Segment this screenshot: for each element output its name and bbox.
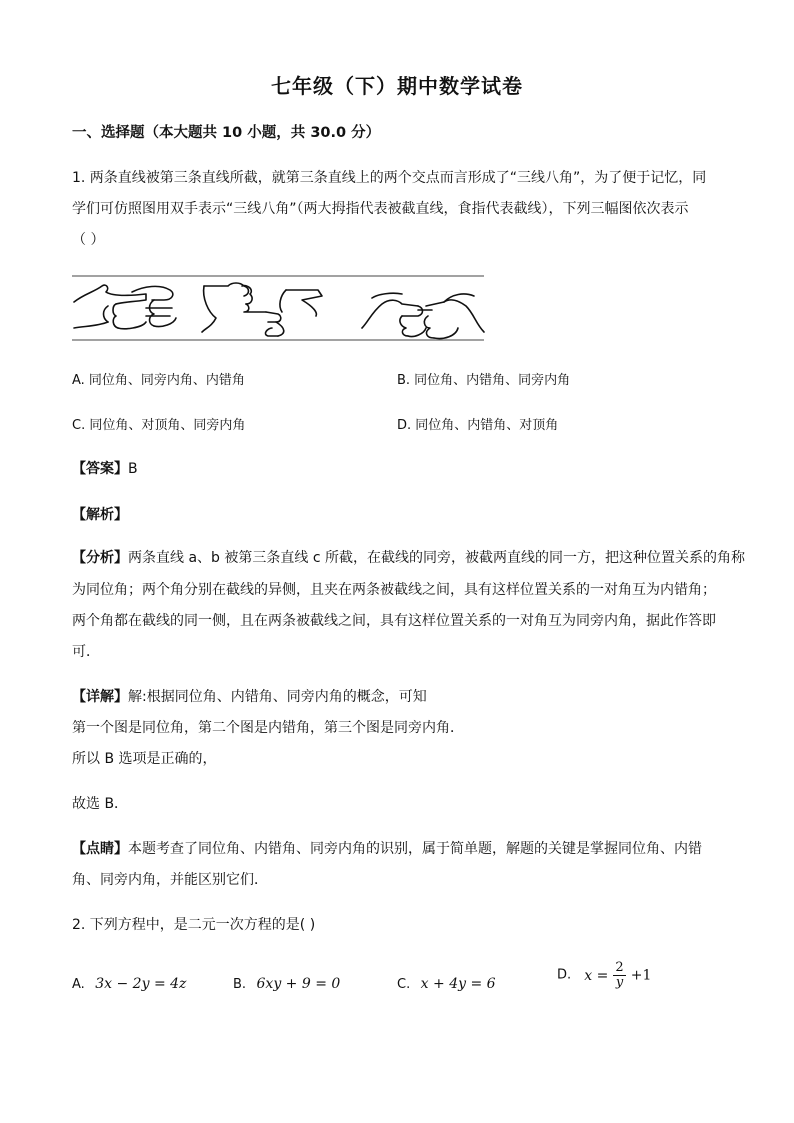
q2-option-d-tail: +1 <box>630 967 652 984</box>
q1-xiangjie-line4: 故选 B． <box>72 796 129 812</box>
hand-figure-2 <box>202 283 322 336</box>
q1-stem-line2: 学们可仿照图用双手表示“三线八角”（两大拇指代表被截直线，食指代表截线），下列三幅图依次表示 <box>72 201 689 217</box>
q2-option-b-label: B. <box>233 977 247 992</box>
q2-option-d <box>557 961 651 990</box>
q2-option-d-fraction <box>613 961 625 990</box>
q2-option-d-lhs: x = <box>584 967 609 984</box>
q1-xiangjie-line1 <box>72 687 427 707</box>
q2-option-d-label: D. <box>557 967 572 983</box>
xiangjie-text-1: 解:根据同位角、内错角、同旁内角的概念，可知 <box>128 689 427 705</box>
dianjing-text-1: 本题考查了同位角、内错角、同旁内角的识别，属于简单题，解题的关键是掌握同位角、内错 <box>128 841 702 857</box>
q1-analysis-label: 【解析】 <box>72 507 128 523</box>
q1-stem-line1: 1. 两条直线被第三条直线所截，就第三条直线上的两个交点而言形成了“三线八角”，为了便于记忆，同 <box>72 170 707 186</box>
fenxi-label: 【分析】 <box>72 550 128 566</box>
fraction-numerator: 2 <box>615 960 624 975</box>
q2-option-c-label: C. <box>397 977 411 992</box>
q1-option-a: A. 同位角、同旁内角、内错角 <box>72 373 245 388</box>
xiangjie-label: 【详解】 <box>72 689 128 705</box>
q2-stem: 2. 下列方程中，是二元一次方程的是( ) <box>72 917 316 933</box>
q1-stem-line3: （ ） <box>72 232 105 248</box>
q2-option-a-label: A. <box>72 977 85 992</box>
q2-option-b-expr: 6xy + 9 = 0 <box>256 976 341 992</box>
page-title: 七年级（下）期中数学试卷 <box>271 74 523 98</box>
q2-option-a <box>72 974 186 995</box>
q2-option-c-expr: x + 4y = 6 <box>420 976 496 992</box>
q1-fenxi-line4: 可． <box>72 644 100 660</box>
q1-option-c: C. 同位角、对顶角、同旁内角 <box>72 418 246 433</box>
q1-answer <box>72 459 138 479</box>
q2-option-c <box>397 974 496 995</box>
q1-option-b: B. 同位角、内错角、同旁内角 <box>397 373 571 388</box>
fraction-denominator: y <box>615 975 624 990</box>
q2-option-b <box>233 974 340 995</box>
q1-xiangjie-line2: 第一个图是同位角，第二个图是内错角，第三个图是同旁内角． <box>72 720 464 736</box>
hand-figure-3 <box>362 293 484 338</box>
hand-figure-1 <box>74 285 176 329</box>
fenxi-text-1: 两条直线 a、b 被第三条直线 c 所截，在截线的同旁，被截两直线的同一方，把这种位置关系的角称 <box>128 550 745 566</box>
answer-label: 【答案】 <box>72 461 128 477</box>
q1-option-d: D. 同位角、内错角、对顶角 <box>397 418 559 433</box>
q1-fenxi-line2: 为同位角；两个角分别在截线的异侧，且夹在两条被截线之间，具有这样位置关系的一对角互为内错角； <box>72 582 716 598</box>
q2-option-a-expr: 3x − 2y = 4z <box>95 976 187 992</box>
three-lines-eight-angles-hands-figure <box>72 272 486 344</box>
q1-xiangjie-line3: 所以 B 选项是正确的， <box>72 751 217 767</box>
answer-value: B <box>128 461 138 477</box>
q1-dianjing-line2: 角、同旁内角，并能区别它们． <box>72 872 268 888</box>
q1-dianjing-line1 <box>72 839 702 859</box>
dianjing-label: 【点睛】 <box>72 841 128 857</box>
q1-fenxi-line3: 两个角都在截线的同一侧，且在两条被截线之间，具有这样位置关系的一对角互为同旁内角，据此作答即 <box>72 613 716 629</box>
q1-fenxi-line1 <box>72 548 745 568</box>
section-heading: 一、选择题（本大题共 10 小题，共 30.0 分） <box>72 125 381 141</box>
